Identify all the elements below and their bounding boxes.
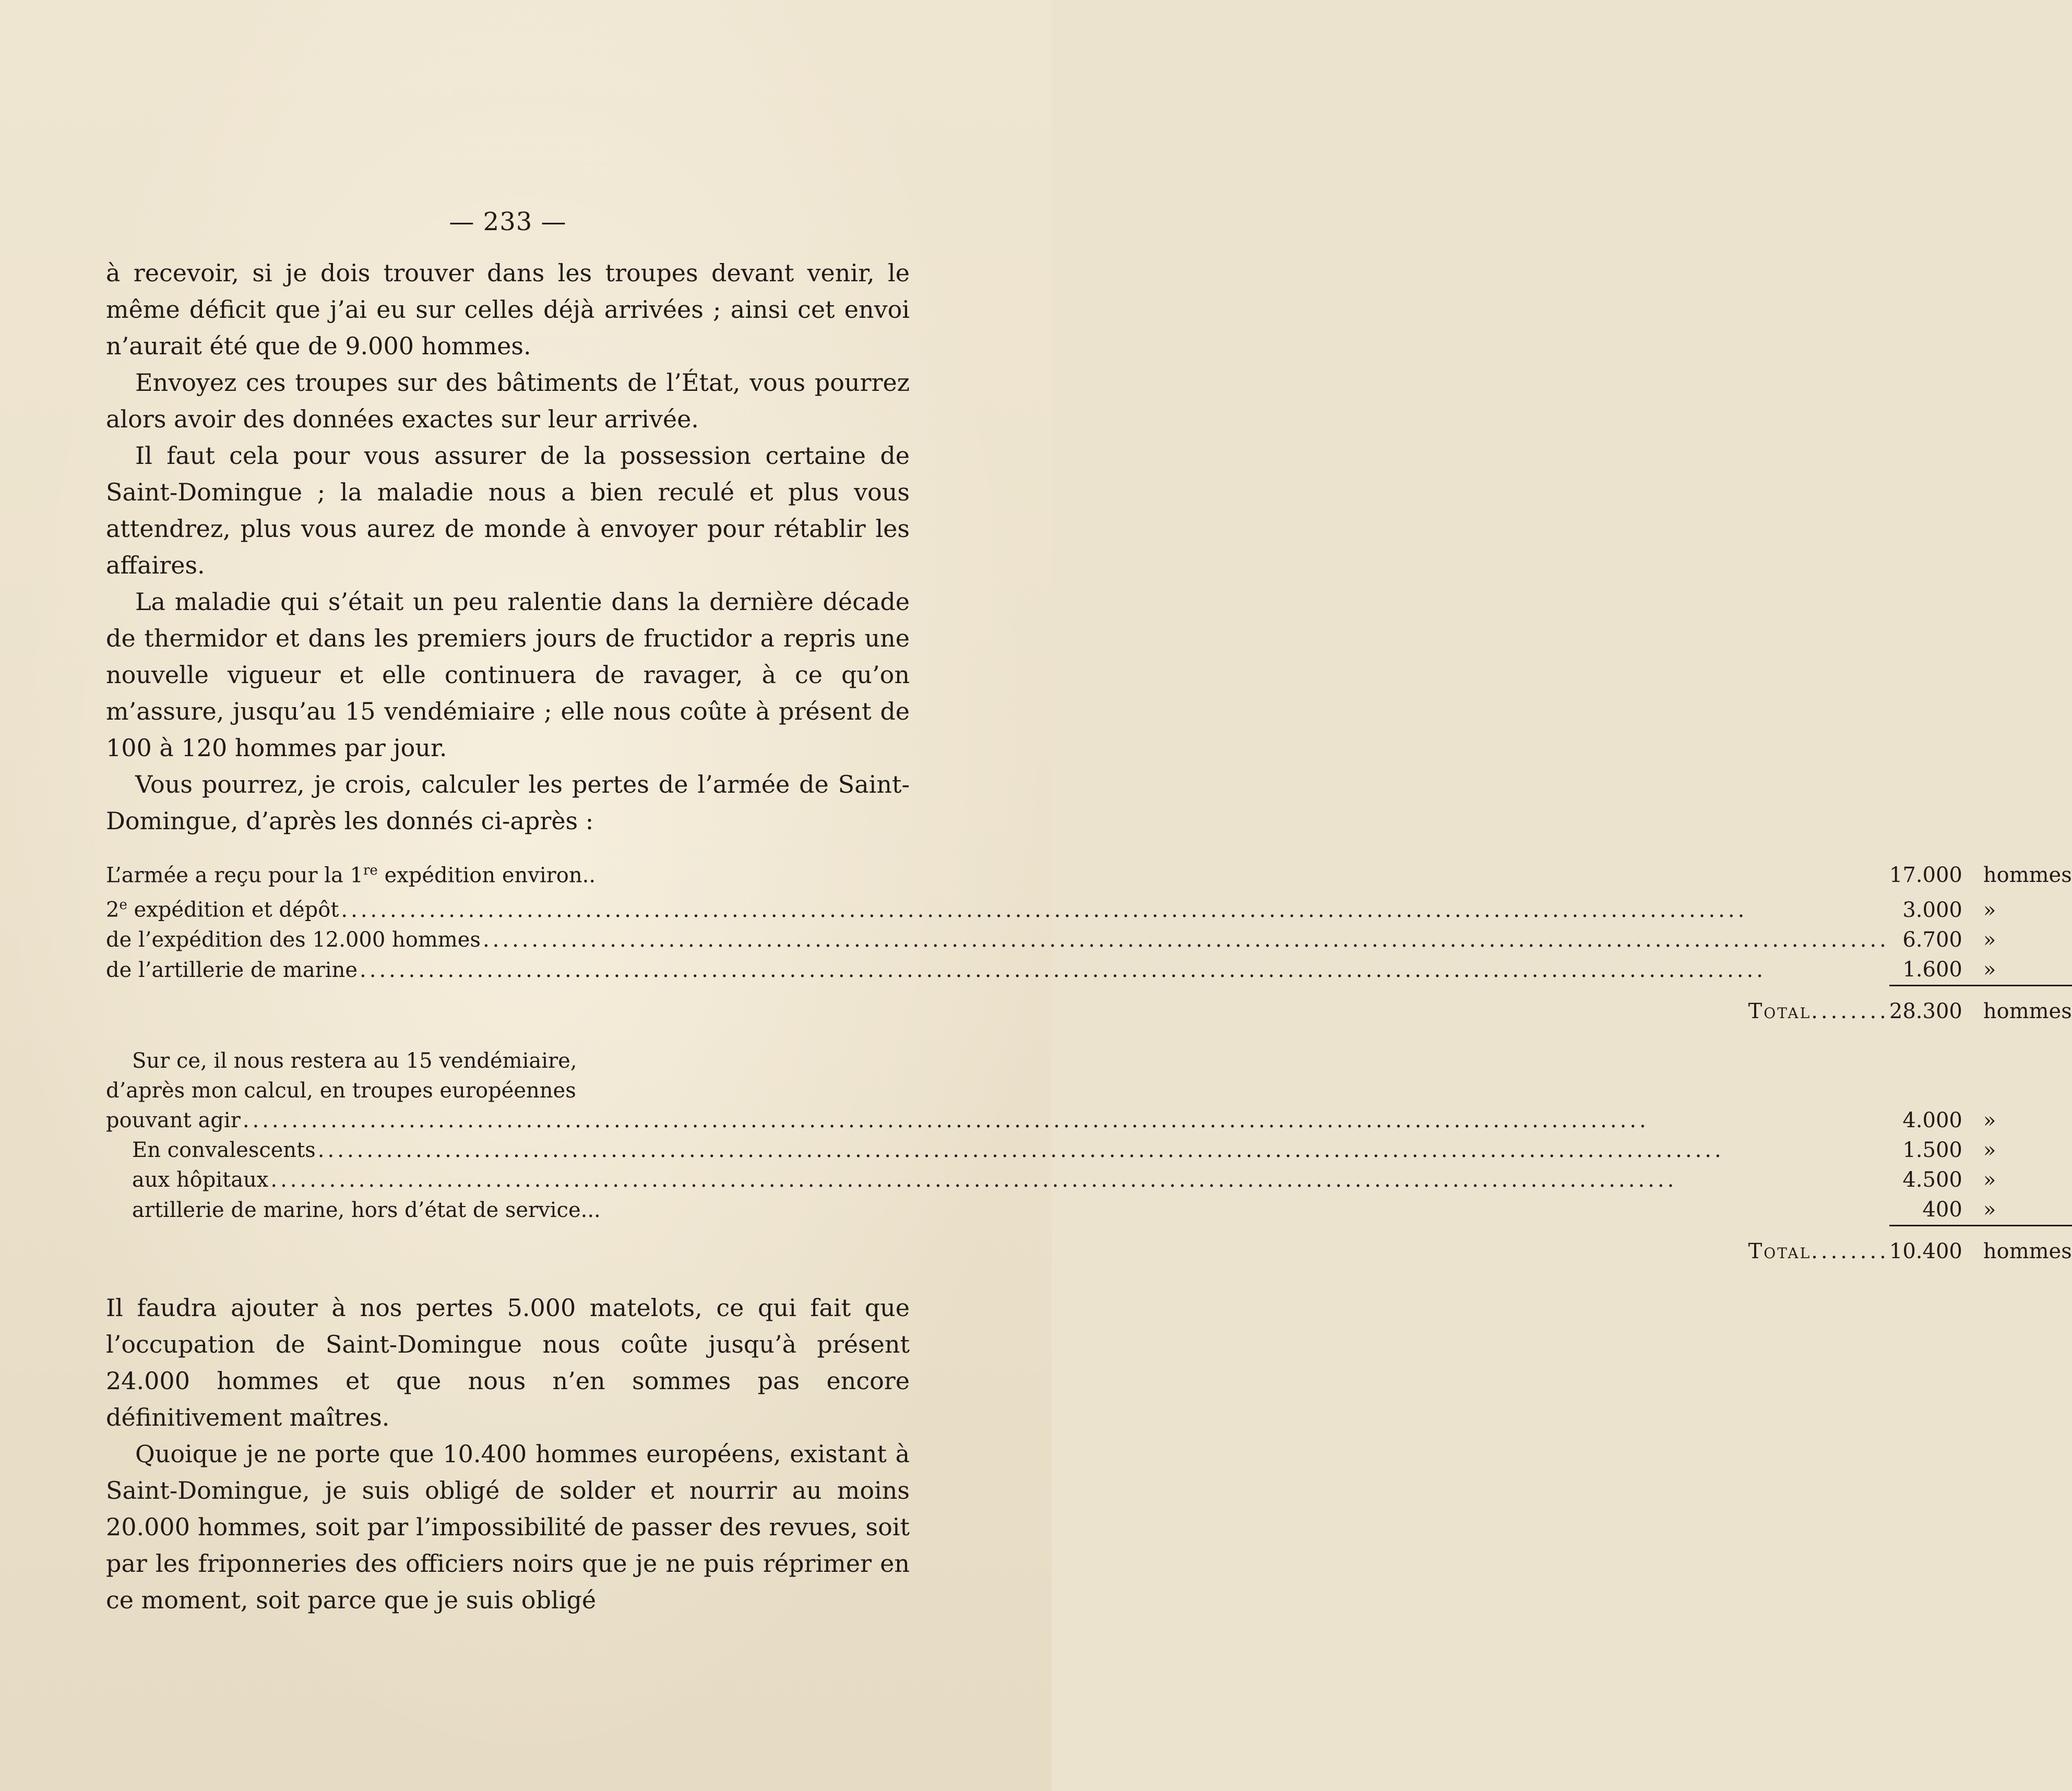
- table-row: [106, 955, 2072, 986]
- row-label: aux hôpitaux .....: [106, 1165, 1889, 1195]
- row-label: pouvant agir .....: [106, 1106, 1889, 1136]
- dot-leader: [316, 1136, 1889, 1165]
- row-label: de l’expédition des 12.000 hommes .....: [106, 925, 1889, 955]
- paragraph-3: Il faut cela pour vous assurer de la possession certaine de Saint-Domingue ; la maladie nous a bien reculé et plus vous attendrez, plus vous aurez de monde à envoyer pour rétablir les affaires.: [106, 441, 910, 579]
- total-unit: hommes: [1973, 985, 2072, 1026]
- row-unit: »: [1983, 1138, 1996, 1162]
- row-value: 4.500: [1902, 1167, 1962, 1192]
- row-label: artillerie de marine, hors d’état de service...: [132, 1198, 601, 1223]
- row-unit: »: [1983, 1108, 1996, 1132]
- row-value: 1.500: [1902, 1138, 1962, 1162]
- row-value: 400: [1922, 1197, 1962, 1222]
- row-value: 17.000: [1889, 863, 1962, 888]
- table-row: [106, 925, 2072, 955]
- table-row: [106, 1106, 2072, 1136]
- row-unit: »: [1983, 898, 1996, 922]
- row-label: En convalescents .....: [106, 1136, 1889, 1165]
- row-label: de l’artillerie de marine .....: [106, 955, 1889, 986]
- dot-leader: [358, 956, 1889, 985]
- table-row: [106, 1076, 2072, 1106]
- row-unit: »: [1983, 927, 1996, 952]
- row-unit: hommes: [1983, 863, 2072, 888]
- row-unit: »: [1983, 1167, 1996, 1192]
- dot-leader: [481, 925, 1889, 955]
- paragraph-6: Il faudra ajouter à nos pertes 5.000 matelots, ce qui fait que l’occupation de Saint-Domingue nous coûte jusqu’à présent 24.000 hommes et que nous n’en sommes pas encore définitivement maîtres.: [106, 1293, 910, 1431]
- table-row: [106, 1165, 2072, 1195]
- table-spacer: [106, 1026, 2072, 1046]
- paragraph-4: La maladie qui s’était un peu ralentie dans la dernière décade de thermidor et dans les premiers jours de fructidor a repris une nouvelle vigueur et elle continuera de ravager, à ce qu’on m’assure, jusqu’au 15 vendémiaire ; elle nous coûte à présent de 100 à 120 hommes par jour.: [106, 588, 910, 762]
- table-row: [106, 890, 2072, 925]
- row-value: 4.000: [1902, 1108, 1962, 1132]
- dot-leader: [268, 1165, 1889, 1195]
- row-value: 3.000: [1902, 898, 1962, 922]
- row-label: L’armée a reçu pour la 1re expédition environ..: [106, 863, 596, 888]
- total-label: Total ........: [1748, 999, 1889, 1023]
- paragraph-5: Vous pourrez, je crois, calculer les pertes de l’armée de Saint-Domingue, d’après les donnés ci-après :: [106, 770, 910, 835]
- table-row: [106, 1136, 2072, 1165]
- page-number: — 233 —: [449, 207, 567, 236]
- text-block: [106, 198, 2072, 1618]
- dot-leader: [241, 1106, 1889, 1136]
- paragraph-7: Quoique je ne porte que 10.400 hommes européens, existant à Saint-Domingue, je suis obligé de solder et nourrir au moins 20.000 hommes, soit par l’impossibilité de passer des revues, soit par les friponneries des officiers noirs que je ne puis réprimer en ce moment, soit parce que je suis obligé: [106, 1439, 910, 1614]
- total-value: 10.400: [1889, 1225, 1973, 1267]
- row-label: 2e expédition et dépôt .....: [106, 890, 1889, 925]
- total-row: [106, 985, 2072, 1026]
- table-row: [106, 856, 2072, 890]
- paragraph-2: Envoyez ces troupes sur des bâtiments de l’État, vous pourrez alors avoir des données exactes sur leur arrivée.: [106, 368, 910, 433]
- table-row: [106, 1195, 2072, 1226]
- troops-received-table: [106, 856, 2072, 1267]
- table-row: [106, 1046, 2072, 1076]
- total-unit: hommes: [1973, 1225, 2072, 1267]
- intro-line: d’après mon calcul, en troupes européennes: [106, 1078, 576, 1103]
- intro-line: Sur ce, il nous restera au 15 vendémiaire,: [132, 1048, 577, 1073]
- total-value: 28.300: [1889, 985, 1973, 1026]
- row-unit: »: [1983, 957, 1996, 982]
- dot-leader: [339, 896, 1889, 925]
- row-unit: »: [1983, 1197, 1996, 1222]
- total-row: [106, 1225, 2072, 1267]
- row-value: 6.700: [1902, 927, 1962, 952]
- row-value: 1.600: [1902, 957, 1962, 982]
- paragraph-1: à recevoir, si je dois trouver dans les troupes devant venir, le même déficit que j’ai eu sur celles déjà arrivées ; ainsi cet envoi n’aurait été que de 9.000 hommes.: [106, 259, 910, 360]
- total-label: Total ........: [1748, 1239, 1889, 1263]
